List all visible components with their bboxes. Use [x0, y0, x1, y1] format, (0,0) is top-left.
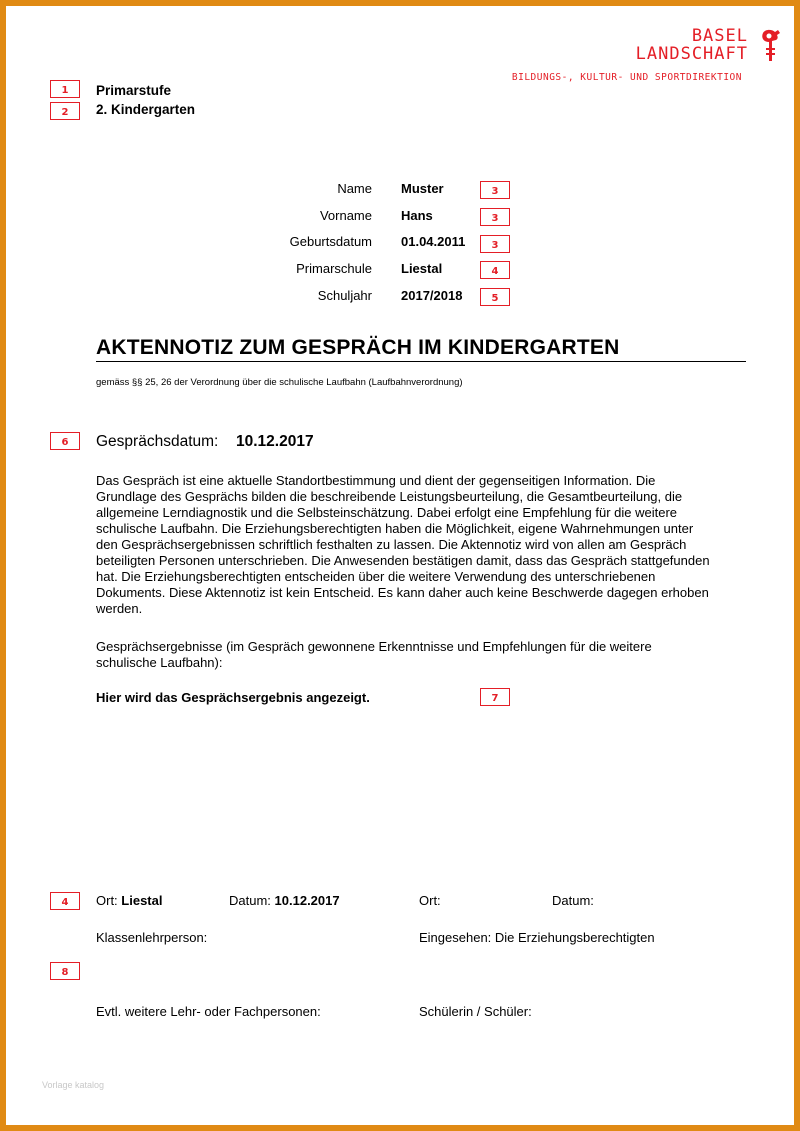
baselland-crozier-icon [758, 28, 782, 62]
student-firstname-label: Vorname [319, 208, 372, 223]
place-value: Liestal [121, 893, 163, 908]
meeting-date-value: 10.12.2017 [236, 433, 314, 450]
date-value: 10.12.2017 [274, 893, 340, 908]
intro-line: allgemeine Lerndiagnostik und die Selbsteinschätzung. Dabei erfolgt eine Empfehlung für die weitere [96, 505, 678, 520]
marker-1: 1 [50, 80, 80, 98]
student-school-value: Liestal [401, 261, 443, 276]
signature-place-right: Ort: [419, 893, 441, 908]
logo-line-basel: BASEL [691, 26, 748, 46]
marker-4-signature: 4 [50, 892, 80, 910]
marker-8: 8 [50, 962, 80, 980]
signature-place-left [96, 893, 162, 908]
student-schoolyear-value: 2017/2018 [401, 288, 463, 303]
other-teachers-label: Evtl. weitere Lehr- oder Fachpersonen: [96, 1004, 321, 1019]
place-label: Ort: [96, 893, 118, 908]
intro-line: beteiligten Personen unterschrieben. Die Anwesenden bestätigen damit, dass das Gespräch stattgefunden [96, 553, 710, 568]
legal-reference: gemäss §§ 25, 26 der Verordnung über die schulische Laufbahn (Laufbahnverordnung) [96, 377, 463, 388]
marker-4-primarschule: 4 [480, 261, 510, 279]
intro-line: hat. Die Erziehungsberechtigten entscheiden über die weitere Verwendung des unterschriebenen [96, 569, 656, 584]
student-birthdate-label: Geburtsdatum [289, 234, 372, 249]
results-intro [96, 639, 746, 671]
intro-paragraph [96, 473, 746, 617]
meeting-date-label: Gesprächsdatum: [96, 433, 219, 450]
date-label: Datum: [229, 893, 271, 908]
document-title: AKTENNOTIZ ZUM GESPRÄCH IM KINDERGARTEN [96, 336, 620, 359]
marker-5-schuljahr: 5 [480, 288, 510, 306]
student-school-label: Primarschule [296, 261, 372, 276]
title-underline [96, 361, 746, 362]
marker-7: 7 [480, 688, 510, 706]
result-placeholder: Hier wird das Gesprächsergebnis angezeigt. [96, 690, 370, 705]
marker-6: 6 [50, 432, 80, 450]
marker-2: 2 [50, 102, 80, 120]
grade-label: 2. Kindergarten [96, 102, 196, 117]
class-teacher-label: Klassenlehrperson: [96, 930, 208, 945]
logo-line-landschaft: LANDSCHAFT [635, 44, 748, 64]
marker-3-geburtsdatum: 3 [480, 235, 510, 253]
signature-date-right: Datum: [552, 893, 594, 908]
marker-3-vorname: 3 [480, 208, 510, 226]
marker-3-name: 3 [480, 181, 510, 199]
results-line: Gesprächsergebnisse (im Gespräch gewonnene Erkenntnisse und Empfehlungen für die weitere [96, 639, 652, 654]
watermark: Vorlage katalog [42, 1080, 105, 1090]
student-signature-label: Schülerin / Schüler: [419, 1004, 532, 1019]
department-name: BILDUNGS-, KULTUR- UND SPORTDIREKTION [511, 72, 742, 83]
intro-line: Grundlage des Gesprächs bilden die beschreibende Leistungsbeurteilung, die Gesamtbeurteilung, die [96, 489, 683, 504]
intro-line: werden. [96, 601, 143, 616]
guardians-label: Eingesehen: Die Erziehungsberechtigten [419, 930, 655, 945]
results-line: schulische Laufbahn): [96, 655, 223, 670]
student-name-value: Muster [401, 181, 444, 196]
signature-date-left [229, 893, 340, 908]
intro-line: den Gesprächsergebnissen schriftlich festhalten zu lassen. Die Aktennotiz wird von allen am Gespräch [96, 537, 687, 552]
student-firstname-value: Hans [401, 208, 433, 223]
school-level: Primarstufe [96, 83, 172, 98]
student-schoolyear-label: Schuljahr [317, 288, 372, 303]
student-name-label: Name [337, 181, 372, 196]
intro-line: Dokuments. Diese Aktennotiz ist kein Entscheid. Es kann daher auch keine Beschwerde dagegen erhoben [96, 585, 709, 600]
intro-line: schulische Laufbahn. Die Erziehungsberechtigten haben die Möglichkeit, eigene Wahrnehmungen unter [96, 521, 694, 536]
intro-line: Das Gespräch ist eine aktuelle Standortbestimmung und dient der gegenseitigen Information. Die [96, 473, 656, 488]
student-birthdate-value: 01.04.2011 [401, 234, 466, 249]
